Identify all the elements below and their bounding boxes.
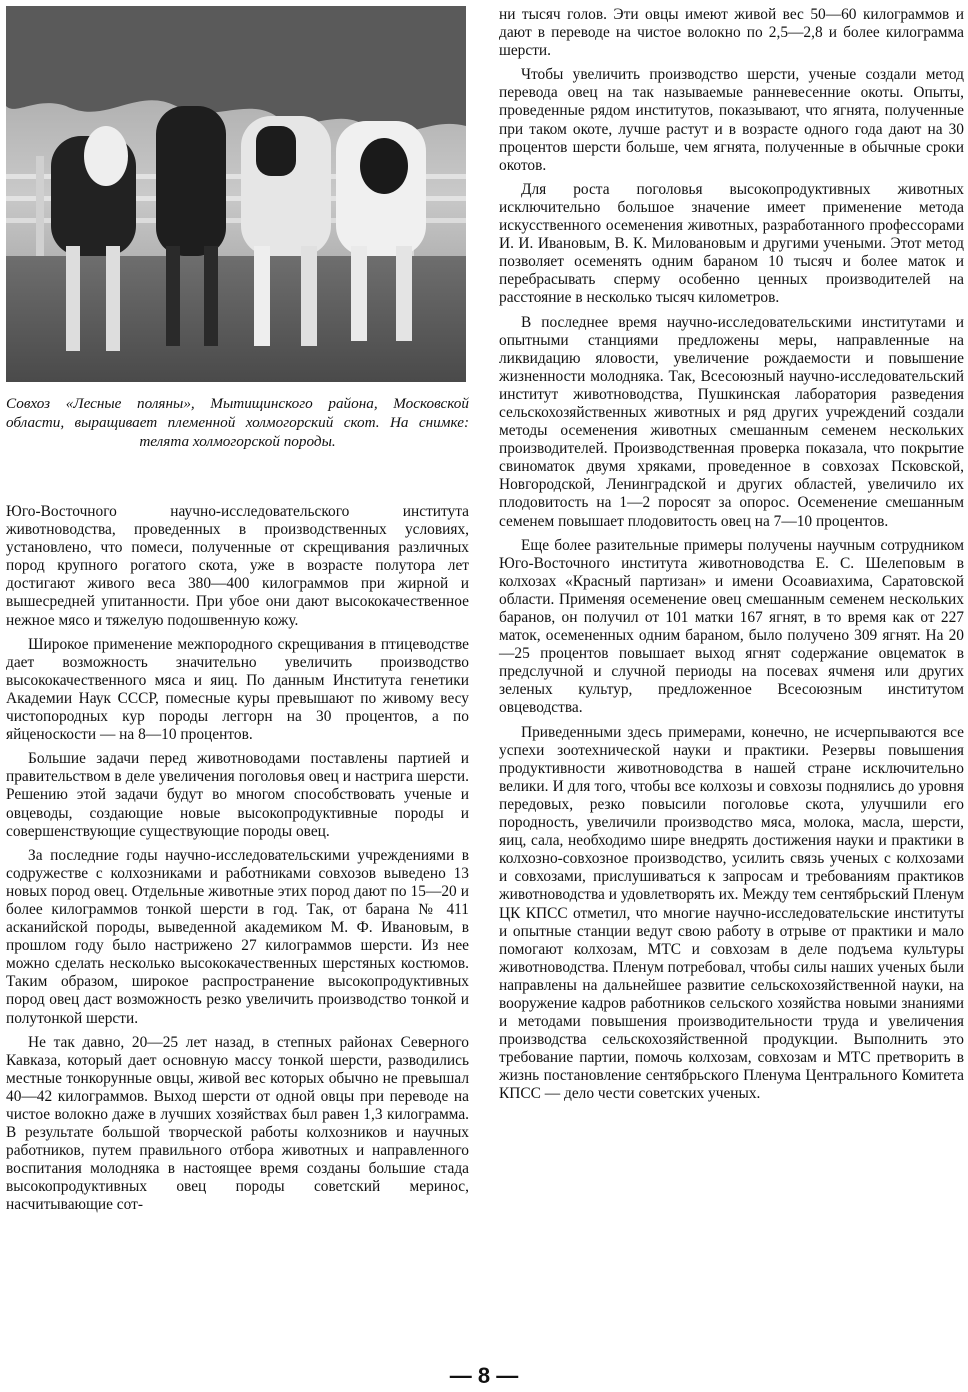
photo-caption: Совхоз «Лесные поляны», Мытищинского района, Московской области, выращивает племенной холмогорский скот. На снимке: телята холмогорской породы. (6, 395, 469, 451)
paragraph: Чтобы увеличить производство шерсти, ученые создали метод перевода овец на так называемые ранневесенние окоты. Опыты, проведенные рядом институтов, показывают, что ягнята, полученные при таком окоте, лучше растут и в возрасте одного года дают на 30 процентов шерсти больше, чем ягнята, полученные в обычные сроки окотов. (499, 66, 964, 174)
paragraph: Юго-Восточного научно-исследовательского института животноводства, проведенных в производственных условиях, установлено, что помеси, полученные от скрещивания различных пород крупного рогатого скота, уже в возрасте полутора лет достигают живого веса 380—400 килограммов при жирной и вышесредней упитанности. При убое они дают высококачественное нежное мясо и тяжелую подошвенную кожу. (6, 503, 469, 629)
paragraph: Широкое применение межпородного скрещивания в птицеводстве дает возможность значительно увеличить производство высококачественного мяса и яиц. По данным Института генетики Академии Наук СССР, помесные куры превышают по живому весу чистопородных кур породы леггорн на 30 процентов, а по яйценоскости — на 8—10 процентов. (6, 635, 469, 744)
paragraph: За последние годы научно-исследовательскими учреждениями в содружестве с колхозниками и работниками совхозов выведено 13 новых пород овец. Отдельные животные этих пород дают по 15—20 и более килограммов тонкой шерсти в год. Так, от барана № 411 асканийской породы, выведенной академиком М. Ф. Ивановым, в прошлом году было настрижено 27 килограммов шерсти. Из нее можно сделать несколько высококачественных шерстяных костюмов. Таким образом, широкое распространение высокопродуктивных пород овец даст возможность резко увеличить производство тонкой и полутонкой шерсти. (6, 846, 469, 1027)
paragraph: ни тысяч голов. Эти овцы имеют живой вес 50—60 килограммов и дают в переводе на чистое волокно по 2,5—2,8 и более килограмма шерсти. (499, 6, 964, 60)
left-column (6, 503, 469, 1221)
paragraph: В последнее время научно-исследовательскими институтами и опытными станциями предложены меры, направленные на ликвидацию яловости, увеличение рождаемости и повышение жизненности молодняка. Так, Всесоюзный научно-исследовательский институт животноводства, Пушкинская лаборатория разведения сельскохозяйственных животных и ряд других учреждений создали методы осеменения животных смешанным семенем нескольких производителей. Производственная проверка показала, что покрытие свиноматок двумя хряками, проведенное в совхозах Псковской, Новгородской, Ленинградской и других областей, увеличило их плодовитость на 1—2 поросят за опорос. Осеменение смешанным семенем повышает плодовитость овец на 7—10 процентов. (499, 313, 964, 530)
paragraph: Не так давно, 20—25 лет назад, в степных районах Северного Кавказа, который дает основную массу тонкой шерсти, разводились местные тонкорунные овцы, живой вес которых обычно не превышал 40—42 килограммов. Выход шерсти от одной овцы при переводе на чистое волокно даже в лучших хозяйствах был равен 1,3 килограмма. В результате большой творческой работы колхозников и научных работников, путем правильного отбора животных и направленного воспитания молодняка в настоящее время созданы большие стада высокопродуктивных овец породы советский меринос, насчитывающие сот- (6, 1033, 469, 1214)
calves-photo-icon (6, 6, 466, 382)
right-column (499, 6, 964, 1110)
page-number: — 8 — (449, 1363, 519, 1388)
calves-photo (6, 6, 466, 382)
paragraph: Для роста поголовья высокопродуктивных животных исключительно большое значение имеет применение метода искусственного осеменения животных, разработанного профессорами И. И. Ивановым, В. К. Милованoвым и другими учеными. Этот метод позволяет осеменять одним бараном 10 тысяч и более маток и перебрасывать сперму особенно ценных производителей на расстояние в несколько тысяч километров. (499, 180, 964, 307)
paragraph: Еще более разительные примеры получены научным сотрудником Юго-Восточного института животноводства Е. С. Шелеповым в колхозах «Красный партизан» и имени Осоавиахима, Саратовской области. Применяя осеменение овец смешанным семенем нескольких баранов, он получил от 101 матки 167 ягнят, в то время как от 227 маток, осемененных одним бараном, было получено 309 ягнят. На 20—25 процентов повышает выход ягнят содержание овцематок в предслучной и случной периоды на посевах ячменя или других зеленых культур, предложенное Всесоюзным институтом овцеводства. (499, 536, 964, 717)
paragraph: Приведенными здесь примерами, конечно, не исчерпываются все успехи зоотехнической науки и практики. Резервы повышения продуктивности животноводства в нашей стране исключительно велики. И для того, чтобы все колхозы и совхозы поднялись до уровня передовых, резко повысили поголовье скота, улучшили его породность, увеличили производство мяса, молока, масла, шерсти, яиц, сала, необходимо шире внедрять достижения науки и практики в колхозно-совхозное производство, усилить связь ученых с колхозами и совхозами, прислушиваться к запросам и требованиям практиков животноводства и удовлетворять их. Между тем сентябрьский Пленум ЦК КПСС отметил, что многие научно-исследовательские институты и опытные станции ведут свою работу в отрыве от практики и мало помогают колхозам, МТС и совхозам в деле подъема культуры животноводства. Пленум потребовал, чтобы силы наших ученых были направлены на дальнейшее развитие сельскохозяйственной науки, на вооружение кадров работников сельского хозяйства новыми знаниями и методами повышения производительности труда и увеличения производства сельскохозяйственной продукции. Выполнить это требование партии, помочь колхозам, совхозам и МТС претворить в жизнь постановление сентябрьского Пленума Центрального Комитета КПСС — дело чести советских ученых. (499, 723, 964, 1103)
paragraph: Большие задачи перед животноводами поставлены партией и правительством в деле увеличения поголовья овец и настрига шерсти. Решению этой задачи будут во многом способствовать ученые и овцеводы, создающие новые высокопродуктивные породы и совершенствующие существующие породы овец. (6, 750, 469, 840)
